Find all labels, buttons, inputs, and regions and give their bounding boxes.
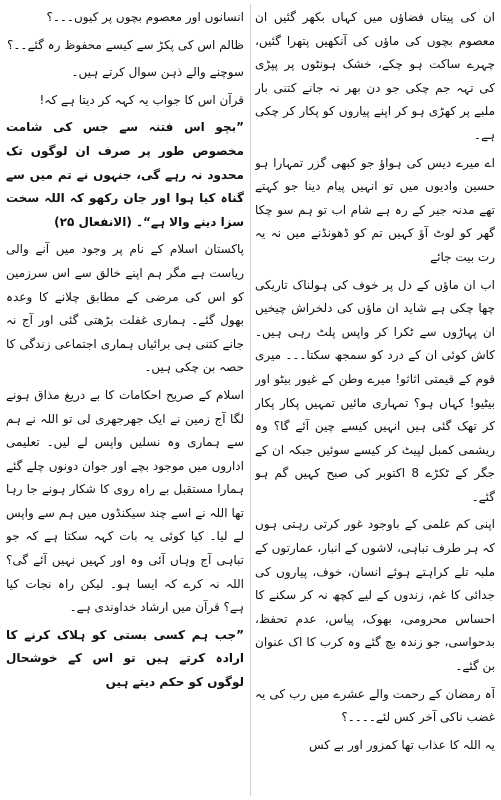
paragraph-allah-punishment: یہ اللہ کا عذاب تھا کمزور اور بے کس <box>308 737 495 752</box>
quran-quote-town: ”جب ہم کسی بستی کو ہلاک کرنے کا ارادہ کرتے ہیں تو اس کے خوشحال لوگوں کو حکم دیتے ہیں <box>6 627 244 690</box>
left-text-column <box>6 6 244 796</box>
paragraph-pakistan-promise: پاکستان اسلام کے نام پر وجود میں آنے والی ریاست ہے مگر ہم اپنے خالق سے اس سرزمین کو اس کی مرضی کے مطابق چلانے کا وعدہ بھول گئے۔ ہماری غفلت بڑھتی گئی اور آج نہ جانے کتنی ہی برائیاں ہماری اجتماعی زندگی کا حصہ بن چکی ہیں۔ <box>6 242 244 375</box>
paragraph-generations-taken: اسلام کے صریح احکامات کا بے دریغ مذاق ہونے لگا آج زمین نے ایک جھرجھری لی تو اللہ نے ہم سے ہماری وہ نسلیں واپس لے لیں۔ تعلیمی اداروں میں موجود بچے اور جوان دونوں چلے گئے ہمارا مستقبل بے راہ روی کا شکار ہونے جا رہا تھا اللہ نے اسے چند سیکنڈوں میں ہم سے واپس لے لیا۔ کیا کوئی یہ بات کہہ سکتا ہے کہ جو تباہی آج وہاں آئی وہ اور کہیں نہیں آئے گی؟ اللہ نہ کرے کہ ایسا ہو۔ لیکن راہ نجات کیا ہے؟ قرآن میں ارشاد خداوندی ہے۔ <box>6 387 244 615</box>
paragraph-ramadan-question: آہ رمضان کے رحمت والے عشرے میں رب کی یہ غضب ناکی آخر کس لئے۔۔۔۔؟ <box>255 686 495 725</box>
right-text-column <box>255 6 495 796</box>
column-divider <box>250 4 251 796</box>
paragraph-mothers-grief: ان کی پیتاں فضاؤں میں کہاں بکھر گئیں ان معصوم بچوں کی ماؤں کی آنکھیں پتھرا گئیں، چہرے ساکت ہو چکے، خشک ہونٹوں پر پپڑی کی تہہ جم چکی جو دن بھر نہ جانے کتنی بار ملبے پر کھڑی ہو کر اپنے پیاروں کو پکار کر چکی ہے۔ <box>255 10 495 142</box>
paragraph-quran-answer: قرآن اس کا جواب یہ کہہ کر دیتا ہے کہ! <box>39 92 244 107</box>
paragraph-destruction-list: اپنی کم علمی کے باوجود غور کرتی رہتی ہوں کہ ہر طرف تباہی، لاشوں کے انبار، عمارتوں کے ملبہ تلے کراہتے ہوئے انسان، خوف، پیاروں کی جدائی کا غم، زندوں کے لیے کچھ نہ کر سکنے کا احساس محرومی، بھوک، پیاس، عدم تحفظ، بدحواسی، جو زندہ بچ گئے وہ کرب کا اک عنوان بن گئے۔ <box>255 517 495 674</box>
paragraph-darkness-and-cries: اب ان ماؤں کے دل پر خوف کی ہولناک تاریکی چھا چکی ہے شاید ان ماؤں کی دلخراش چیخیں ان پہاڑوں سے ٹکرا کر واپس پلٹ رہی ہیں۔ کاش کوئی ان کے درد کو سمجھ سکتا۔۔۔ میری قوم کے قیمتی اثاثو! میرے وطن کے غیور بیٹو اور بیٹیو! کہاں ہو؟ تمہاری مائیں تمہیں پکار پکار کر تھک گئی ہیں انہیں کیسے چین آئے گا؟ وہ ریشمی کمبل لپیٹ کر کیسے سوئیں جبکہ ان کے جگر کے ٹکڑے 8 اکتوبر کی صبح کہیں گم ہو گئے۔ <box>255 277 495 504</box>
paragraph-minds-ask: سوچنے والے ذہن سوال کرتے ہیں۔ <box>71 65 244 80</box>
paragraph-oppressors-safe: ظالم اس کی پکڑ سے کیسے محفوظ رہ گئے۔۔؟ <box>7 37 244 52</box>
quran-quote-anfal: ”بچو اس فتنہ سے جس کی شامت مخصوص طور پر صرف ان لوگوں تک محدود نہ رہے گی، جنہوں نے تم میں سے گناہ کیا ہوا اور جان رکھو کہ اللہ سخت سزا دینے والا ہے“۔ (الانفعال ۲۵) <box>6 120 244 229</box>
paragraph-why-innocents: انسانوں اور معصوم بچوں پر کیوں۔۔۔؟ <box>46 10 244 24</box>
paragraph-message-to-winds: اے میرے دیس کی ہواؤ جو کبھی گزر تمہارا ہو حسین وادیوں میں تو انہیں پیام دینا جو کہتے تھے مدنہ جیر کے رہ ہے شام اب تو ہم سو چکا گھر کو لوٹ آؤ کہیں تم کو ڈھونڈنے میں نہ یہ رت بیت جائے <box>255 155 495 264</box>
